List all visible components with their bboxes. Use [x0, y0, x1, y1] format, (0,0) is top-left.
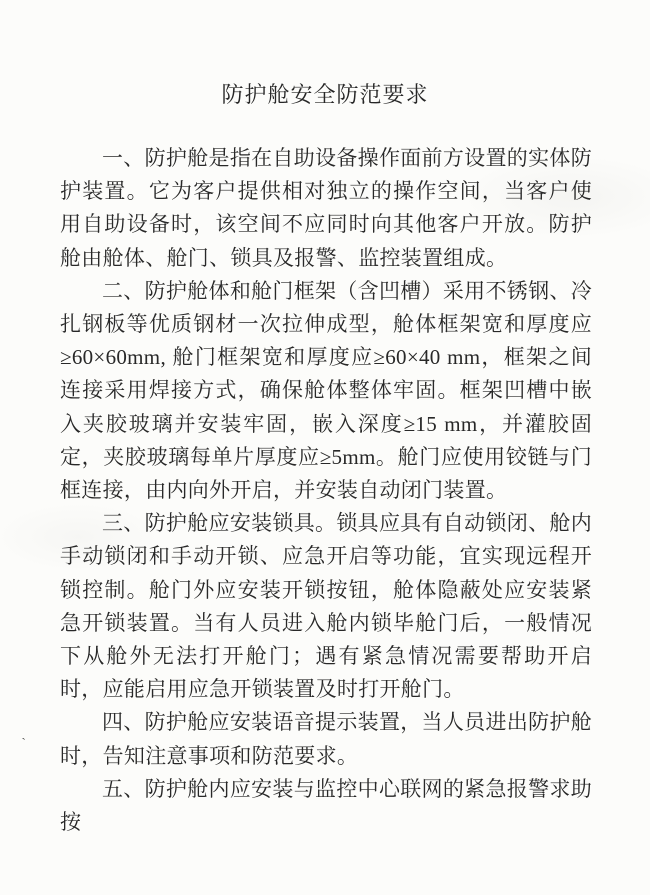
paragraph: 五、防护舱内应安装与监控中心联网的紧急报警求助按 [60, 776, 592, 835]
document-body [60, 142, 592, 839]
paragraph: 三、防护舱应安装锁具。锁具应具有自动锁闭、舱内手动锁闭和手动开锁、应急开启等功能，宜实现远程开锁控制。舱门外应安装开锁按钮，舱体隐蔽处应安装紧急开锁装置。当有人员进入舱内锁毕舱门后，一般情况下从舱外无法打开舱门；遇有紧急情况需要帮助开启时，应能启用应急开锁装置及时打开舱门。 [60, 511, 592, 702]
paragraph: 二、防护舱体和舱门框架（含凹槽）采用不锈钢、冷扎钢板等优质钢材一次拉伸成型，舱体框架宽和厚度应≥60×60mm, 舱门框架宽和厚度应≥60×40 mm，框架之间连接采用焊接方式，确保舱体整体牢固。框架凹槽中嵌入夹胶玻璃并安装牢固，嵌入深度≥15 mm，并灌胶固定，夹胶玻璃每单片厚度应≥5mm。舱门应使用铰链与门框连接，由内向外开启，并安装自动闭门装置。 [60, 278, 592, 503]
paragraph: 四、防护舱应安装语音提示装置，当人员进出防护舱时，告知注意事项和防范要求。 [60, 710, 592, 768]
document-title: 防护舱安全防范要求 [221, 82, 429, 107]
scan-artifact-mark: ˋ [20, 734, 28, 751]
paragraph: 一、防护舱是指在自助设备操作面前方设置的实体防护装置。它为客户提供相对独立的操作空间，当客户使用自助设备时，该空间不应同时向其他客户开放。防护舱由舱体、舱门、锁具及报警、监控装置组成。 [60, 146, 592, 270]
